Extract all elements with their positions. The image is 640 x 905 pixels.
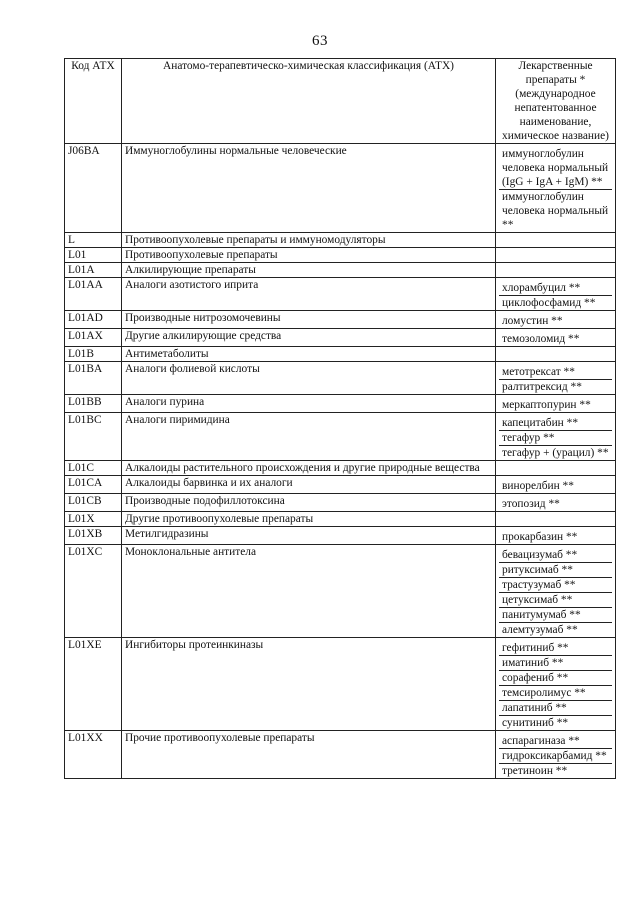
table-row [65, 638, 616, 731]
drug-list-cell [496, 233, 616, 248]
drug-list-cell [496, 248, 616, 263]
drug-list-cell [496, 494, 616, 512]
drug-entry-empty [499, 233, 612, 247]
table-row [65, 545, 616, 638]
atc-group-name: Другие противоопухолевые препараты [122, 512, 496, 527]
drug-entry-empty [499, 461, 612, 475]
atc-group-name: Другие алкилирующие средства [122, 329, 496, 347]
atc-code: L01BC [65, 413, 122, 461]
atc-group-name: Иммуноглобулины нормальные человеческие [122, 144, 496, 233]
drug-entry: трастузумаб ** [499, 578, 612, 593]
drug-list-cell [496, 731, 616, 779]
drug-entry-empty [499, 248, 612, 262]
header-classification: Анатомо-терапевтическо-химическая классификация (АТХ) [122, 59, 496, 144]
atc-group-name: Алкалоиды барвинка и их аналоги [122, 476, 496, 494]
table-row [65, 494, 616, 512]
drug-entry: гефитиниб ** [499, 638, 612, 656]
drug-list-cell [496, 362, 616, 395]
drug-entry: циклофосфамид ** [502, 297, 596, 309]
drug-entry: иммуноглобулин человека нормальный ** [502, 191, 609, 231]
drug-entry: тегафур ** [499, 431, 612, 446]
table-row [65, 248, 616, 263]
table-row [65, 476, 616, 494]
drug-entry-empty [499, 263, 612, 277]
drug-entry: аспарагиназа ** [499, 731, 612, 749]
drug-entry: алемтузумаб ** [502, 624, 578, 636]
drug-entry-empty [499, 347, 612, 361]
atc-group-name: Аналоги азотистого иприта [122, 278, 496, 311]
drug-entry: третиноин ** [502, 765, 568, 777]
table-row [65, 395, 616, 413]
drug-list-cell [496, 545, 616, 638]
drug-list-cell [496, 527, 616, 545]
table-row [65, 144, 616, 233]
drug-entry: сорафениб ** [499, 671, 612, 686]
drug-list-cell [496, 263, 616, 278]
atc-code: L01XB [65, 527, 122, 545]
atc-group-name: Алкилирующие препараты [122, 263, 496, 278]
table-row [65, 263, 616, 278]
table-body [65, 144, 616, 779]
atc-code: L01XE [65, 638, 122, 731]
atc-group-name: Ингибиторы протеинкиназы [122, 638, 496, 731]
table-row [65, 347, 616, 362]
table-row [65, 731, 616, 779]
atc-code: L01CA [65, 476, 122, 494]
atc-code: L01A [65, 263, 122, 278]
table-row [65, 527, 616, 545]
drug-entry: хлорамбуцил ** [499, 278, 612, 296]
table-row [65, 461, 616, 476]
drug-list-cell [496, 413, 616, 461]
drug-entry: прокарбазин ** [502, 531, 578, 543]
drug-entry: темсиролимус ** [499, 686, 612, 701]
drug-list-cell [496, 638, 616, 731]
atc-group-name: Противоопухолевые препараты [122, 248, 496, 263]
atc-group-name: Антиметаболиты [122, 347, 496, 362]
table-row [65, 233, 616, 248]
atc-group-name: Алкалоиды растительного происхождения и другие природные вещества [122, 461, 496, 476]
table-row [65, 413, 616, 461]
drug-list-cell [496, 144, 616, 233]
atc-code: L01AD [65, 311, 122, 329]
table-header-row [65, 59, 616, 144]
atc-group-name: Прочие противоопухолевые препараты [122, 731, 496, 779]
drug-entry: тегафур + (урацил) ** [502, 447, 609, 459]
drug-entry: этопозид ** [502, 498, 560, 510]
table-row [65, 311, 616, 329]
table-row [65, 362, 616, 395]
header-code: Код АТХ [65, 59, 122, 144]
atc-group-name: Метилгидразины [122, 527, 496, 545]
drug-entry: ломустин ** [502, 315, 563, 327]
drug-list-cell [496, 347, 616, 362]
atc-code: L01AX [65, 329, 122, 347]
atc-group-name: Аналоги фолиевой кислоты [122, 362, 496, 395]
atc-classification-table [64, 58, 616, 779]
atc-group-name: Моноклональные антитела [122, 545, 496, 638]
drug-entry: лапатиниб ** [499, 701, 612, 716]
atc-code: L01AA [65, 278, 122, 311]
drug-entry: сунитиниб ** [502, 717, 569, 729]
drug-entry: иммуноглобулин человека нормальный (IgG + IgA + IgM) ** [499, 144, 612, 190]
atc-code: L [65, 233, 122, 248]
drug-list-cell [496, 461, 616, 476]
atc-group-name: Аналоги пурина [122, 395, 496, 413]
page-number: 63 [312, 33, 328, 49]
drug-list-cell [496, 395, 616, 413]
atc-code: L01BA [65, 362, 122, 395]
drug-entry: метотрексат ** [499, 362, 612, 380]
drug-entry: винорелбин ** [502, 480, 574, 492]
drug-list-cell [496, 476, 616, 494]
drug-entry: бевацизумаб ** [499, 545, 612, 563]
drug-entry: ритуксимаб ** [499, 563, 612, 578]
atc-code: L01XC [65, 545, 122, 638]
atc-code: L01X [65, 512, 122, 527]
drug-list-cell [496, 311, 616, 329]
atc-code: L01B [65, 347, 122, 362]
drug-entry: панитумумаб ** [499, 608, 612, 623]
atc-group-name: Аналоги пиримидина [122, 413, 496, 461]
atc-code: L01XX [65, 731, 122, 779]
atc-group-name: Производные подофиллотоксина [122, 494, 496, 512]
drug-entry: цетуксимаб ** [499, 593, 612, 608]
drug-entry: гидроксикарбамид ** [499, 749, 612, 764]
table-row [65, 512, 616, 527]
atc-code: L01CB [65, 494, 122, 512]
header-drugs: Лекарственные препараты * (международное непатентованное наименование, химическое название) [496, 59, 616, 144]
drug-entry-empty [499, 512, 612, 526]
drug-list-cell [496, 512, 616, 527]
table-row [65, 329, 616, 347]
drug-entry: капецитабин ** [499, 413, 612, 431]
atc-code: J06BA [65, 144, 122, 233]
atc-code: L01C [65, 461, 122, 476]
atc-group-name: Производные нитрозомочевины [122, 311, 496, 329]
atc-code: L01 [65, 248, 122, 263]
drug-entry: темозоломид ** [502, 333, 580, 345]
drug-entry: иматиниб ** [499, 656, 612, 671]
drug-list-cell [496, 278, 616, 311]
atc-code: L01BB [65, 395, 122, 413]
drug-list-cell [496, 329, 616, 347]
drug-entry: меркаптопурин ** [502, 399, 591, 411]
drug-entry: ралтитрексид ** [502, 381, 582, 393]
atc-group-name: Противоопухолевые препараты и иммуномодуляторы [122, 233, 496, 248]
table-row [65, 278, 616, 311]
